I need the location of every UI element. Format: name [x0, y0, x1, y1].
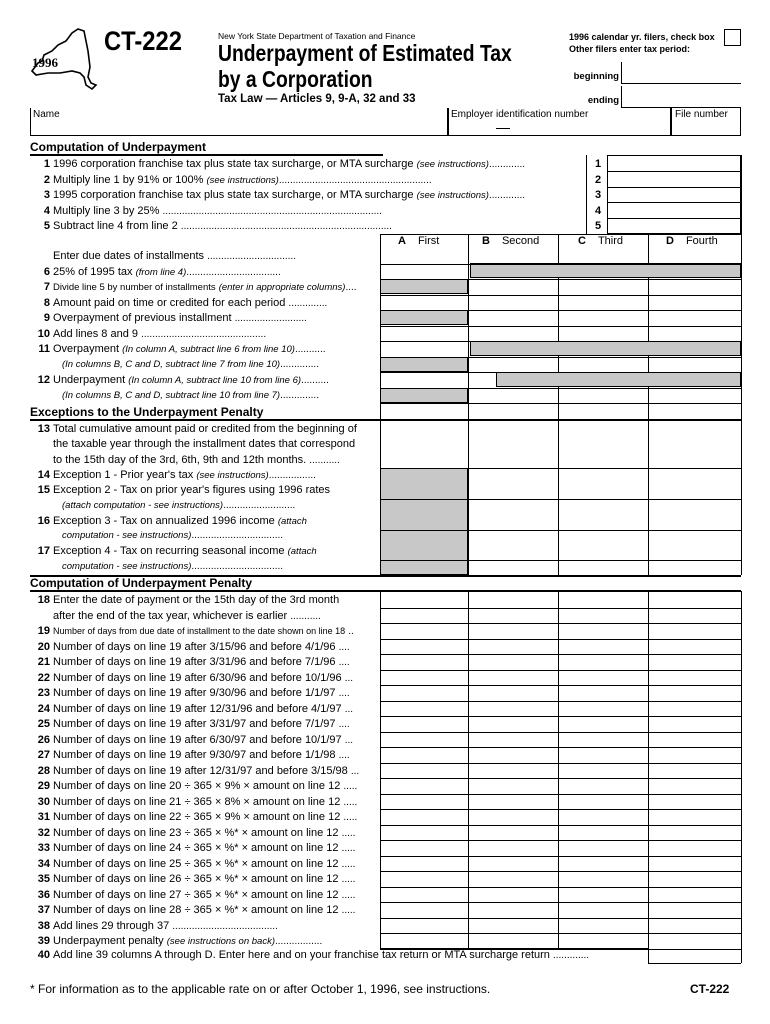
shaded-line11-bcd: [470, 341, 741, 356]
filer-note-2: Other filers enter tax period:: [569, 44, 691, 54]
line-11: 11 Overpayment (In column A, subtract line 6 from line 10)...........: [38, 343, 326, 355]
line-15: 15 Exception 2 - Tax on prior year's figures using 1996 rates: [37, 484, 331, 497]
filer-note-1: 1996 calendar yr. filers, check box: [569, 32, 715, 42]
line-21: 21 Number of days on line 19 after 3/31/96 and before 7/1/96 ....: [37, 656, 350, 668]
name-field[interactable]: [30, 108, 448, 136]
title-line-1: Underpayment of Estimated Tax: [218, 40, 512, 66]
department-name: New York State Department of Taxation and Finance: [218, 31, 416, 41]
line-box-number-1: 1: [594, 158, 602, 170]
file-number-label: File number: [675, 109, 728, 120]
beginning-label: beginning: [573, 71, 619, 82]
ein-dash: [496, 128, 510, 129]
line-13: 13 Total cumulative amount paid or credited from the beginning of: [37, 423, 357, 435]
shaded-exceptions-a: [380, 468, 468, 575]
line-22: 22 Number of days on line 19 after 6/30/96 and before 10/1/96 ...: [37, 671, 354, 684]
line-16: 16 Exception 3 - Tax on annualized 1996 income (attach: [37, 514, 307, 527]
line-14: 14 Exception 1 - Prior year's tax (see instructions).................: [37, 468, 316, 481]
line-cont-9: computation - see instructions).................................: [62, 560, 284, 572]
line-19: 19 Number of days from due date of installment to the date shown on line 18 ..: [37, 625, 354, 637]
line-cont-5: (attach computation - see instructions)..........................: [62, 499, 296, 511]
section-computation-heading: Computation of Underpayment: [30, 140, 206, 154]
line-30: 30 Number of days on line 21 ÷ 365 × 8% × amount on line 12 .....: [37, 795, 358, 808]
shaded-line6-bcd: [470, 263, 741, 278]
line-24: 24 Number of days on line 19 after 12/31/96 and before 4/1/97 ...: [37, 702, 354, 715]
line-cont-7: computation - see instructions).................................: [62, 530, 284, 542]
column-header-c: C Third: [578, 235, 624, 247]
line-37: 37 Number of days on line 28 ÷ 365 × %* × amount on line 12 .....: [37, 904, 356, 916]
column-header-a: A First: [398, 235, 440, 247]
line-8: 8 Amount paid on time or credited for each period ..............: [43, 296, 328, 309]
line-box-number-2: 2: [594, 173, 602, 186]
line-26: 26 Number of days on line 19 after 6/30/97 and before 10/1/97 ...: [37, 733, 354, 746]
line-25: 25 Number of days on line 19 after 3/31/97 and before 7/1/97 ....: [37, 718, 350, 730]
section-penalty-heading: Computation of Underpayment Penalty: [30, 576, 253, 590]
form-number: CT-222: [104, 26, 182, 56]
line-29: 29 Number of days on line 20 ÷ 365 × 9% × amount on line 12 .....: [37, 780, 358, 792]
line-cont-9: (In columns B, C and D, subtract line 10 from line 7)..............: [62, 389, 319, 401]
footer-form-number: CT-222: [690, 982, 730, 996]
line-box-number-5: 5: [594, 220, 602, 232]
line-18: 18 Enter the date of payment or the 15th day of the 3rd month: [37, 594, 340, 606]
line-cont-7: (In columns B, C and D, subtract line 7 from line 10)..............: [62, 358, 319, 370]
line-31: 31 Number of days on line 22 ÷ 365 × 9% × amount on line 12 .....: [37, 811, 358, 823]
name-label: Name: [33, 109, 60, 120]
line-17: 17 Exception 4 - Tax on recurring seasonal income (attach: [37, 545, 317, 558]
line-cont-0: Enter due dates of installments ................................: [53, 250, 296, 262]
line-box-number-3: 3: [594, 189, 602, 201]
section-exceptions-heading: Exceptions to the Underpayment Penalty: [30, 405, 264, 419]
line-cont-1: the taxable year through the installment dates that correspond: [53, 438, 356, 451]
line-39: 39 Underpayment penalty (see instructions on back).................: [37, 935, 323, 947]
footer-rate-note: * For information as to the applicable rate on or after October 1, 1996, see instructions.: [30, 982, 491, 996]
line-cont-2: to the 15th day of the 3rd, 6th, 9th and 12th months. ...........: [53, 453, 340, 466]
beginning-date-field[interactable]: [621, 62, 741, 84]
line-12: 12 Underpayment (In column A, subtract line 10 from line 6)..........: [37, 374, 329, 386]
line-3: 3 1995 corporation franchise tax plus state tax surcharge, or MTA surcharge (see instructions).............: [43, 189, 526, 201]
line-1: 1 1996 corporation franchise tax plus state tax surcharge, or MTA surcharge (see instructions).............: [43, 158, 526, 170]
column-header-b: B Second: [482, 235, 540, 247]
line-32: 32 Number of days on line 23 ÷ 365 × %* × amount on line 12 .....: [37, 826, 356, 839]
line-4: 4 Multiply line 3 by 25% ...............................................................................: [43, 204, 382, 217]
line-38: 38 Add lines 29 through 37 ......................................: [37, 919, 278, 932]
shaded-line9-a: [380, 310, 468, 325]
line-28: 28 Number of days on line 19 after 12/31/97 and before 3/15/98 ...: [37, 764, 360, 777]
line-7: 7 Divide line 5 by number of installments (enter in appropriate columns)....: [43, 281, 357, 293]
line-10: 10 Add lines 8 and 9 .............................................: [37, 327, 267, 340]
line-33: 33 Number of days on line 24 ÷ 365 × %* × amount on line 12 .....: [37, 842, 356, 854]
line-23: 23 Number of days on line 19 after 9/30/96 and before 1/1/97 ....: [37, 687, 350, 699]
column-header-d: D Fourth: [666, 235, 718, 247]
line-2: 2 Multiply line 1 by 91% or 100% (see instructions).......................................................: [43, 173, 432, 186]
ending-date-field[interactable]: [621, 86, 741, 108]
calendar-year-checkbox[interactable]: [724, 29, 741, 46]
line-36: 36 Number of days on line 27 ÷ 365 × %* × amount on line 12 .....: [37, 888, 356, 901]
line-35: 35 Number of days on line 26 ÷ 365 × %* × amount on line 12 .....: [37, 873, 356, 885]
line-40: 40 Add line 39 columns A through D. Enter here and on your franchise tax return or MTA surcharge return .............: [37, 949, 590, 961]
shaded-line7-a: [380, 279, 468, 294]
shaded-line12-bcd: [496, 372, 741, 387]
lines-1-5-amount-box: [607, 155, 741, 234]
year-badge: 1996: [32, 55, 58, 70]
ein-label: Employer identification number: [451, 109, 589, 120]
line-34: 34 Number of days on line 25 ÷ 365 × %* × amount on line 12 .....: [37, 857, 356, 870]
line-box-number-4: 4: [594, 204, 602, 217]
line-9: 9 Overpayment of previous installment ..........................: [43, 312, 307, 324]
ending-label: ending: [587, 95, 619, 106]
line-27: 27 Number of days on line 19 after 9/30/97 and before 1/1/98 ....: [37, 749, 350, 761]
line-6: 6 25% of 1995 tax (from line 4)..................................: [43, 265, 281, 278]
title-line-2: by a Corporation: [218, 66, 373, 92]
line-cont-1: after the end of the tax year, whichever is earlier ...........: [53, 609, 321, 622]
line-20: 20 Number of days on line 19 after 3/15/96 and before 4/1/96 ....: [37, 640, 350, 653]
line-5: 5 Subtract line 4 from line 2 ............................................................................: [43, 220, 392, 232]
tax-law: Tax Law — Articles 9, 9-A, 32 and 33: [218, 93, 416, 105]
